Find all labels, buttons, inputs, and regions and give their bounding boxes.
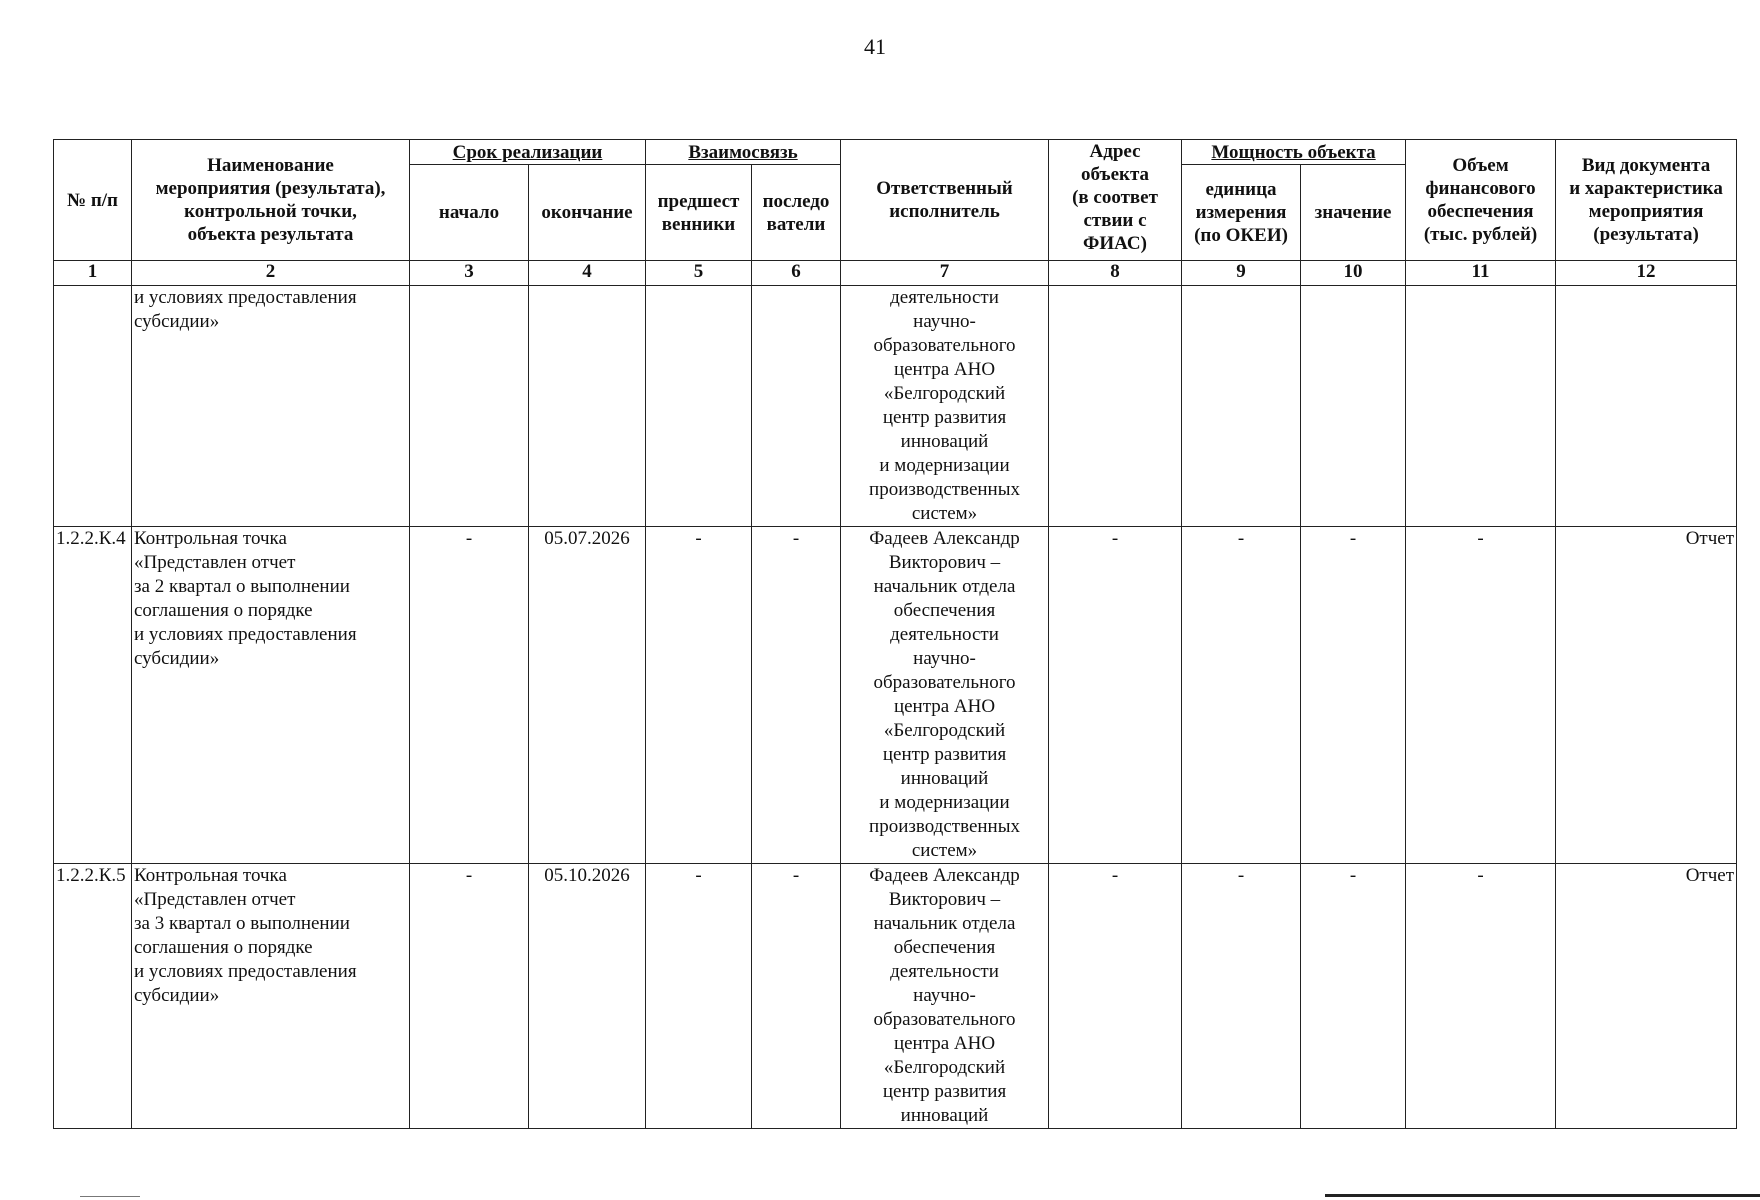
row-predecessors: - — [646, 864, 752, 1129]
row-responsible: Фадеев Александр Викторович – начальник отдела обеспечения деятельности научно- образовательного центра АНО «Белгородский центр развития инноваций — [841, 864, 1049, 1129]
page-number: 41 — [864, 34, 886, 59]
row-predecessors — [646, 286, 752, 527]
header-name: Наименование мероприятия (результата), контрольной точки, объекта результата — [132, 140, 410, 261]
row-end — [529, 286, 646, 527]
column-number: 4 — [529, 261, 646, 286]
row-value — [1301, 286, 1406, 527]
row-address: - — [1049, 864, 1182, 1129]
header-group-term: Срок реализации — [410, 140, 646, 165]
row-name: Контрольная точка «Представлен отчет за 3 квартал о выполнении соглашения о порядке и условиях предоставления субсидии» — [132, 864, 410, 1129]
row-unit: - — [1182, 527, 1301, 864]
header-start: начало — [410, 165, 529, 261]
header-successors: последо ватели — [752, 165, 841, 261]
row-start: - — [410, 527, 529, 864]
column-number: 2 — [132, 261, 410, 286]
row-document: Отчет — [1556, 527, 1737, 864]
row-finance: - — [1406, 527, 1556, 864]
row-name: и условиях предоставления субсидии» — [132, 286, 410, 527]
row-value: - — [1301, 527, 1406, 864]
header-end: окончание — [529, 165, 646, 261]
row-address — [1049, 286, 1182, 527]
row-end: 05.07.2026 — [529, 527, 646, 864]
row-start — [410, 286, 529, 527]
row-document — [1556, 286, 1737, 527]
row-value: - — [1301, 864, 1406, 1129]
header-group-power: Мощность объекта — [1182, 140, 1406, 165]
column-number: 8 — [1049, 261, 1182, 286]
row-number: 1.2.2.К.5 — [54, 864, 132, 1129]
bottom-rule-left — [80, 1196, 140, 1197]
row-responsible: Фадеев Александр Викторович – начальник отдела обеспечения деятельности научно- образовательного центра АНО «Белгородский центр развития инноваций и модернизации производственных систем» — [841, 527, 1049, 864]
table-body — [54, 286, 1737, 1129]
row-number: 1.2.2.К.4 — [54, 527, 132, 864]
header-number: № п/п — [54, 140, 132, 261]
row-successors: - — [752, 864, 841, 1129]
table-header — [54, 140, 1737, 286]
header-unit: единица измерения (по ОКЕИ) — [1182, 165, 1301, 261]
row-document: Отчет — [1556, 864, 1737, 1129]
row-address: - — [1049, 527, 1182, 864]
column-number: 7 — [841, 261, 1049, 286]
header-group-link: Взаимосвязь — [646, 140, 841, 165]
column-number: 10 — [1301, 261, 1406, 286]
column-number: 1 — [54, 261, 132, 286]
header-finance: Объем финансового обеспечения (тыс. рублей) — [1406, 140, 1556, 261]
row-number — [54, 286, 132, 527]
table-row — [54, 286, 1737, 527]
header-value: значение — [1301, 165, 1406, 261]
row-finance: - — [1406, 864, 1556, 1129]
header-address: Адрес объекта (в соответ ствии с ФИАС) — [1049, 140, 1182, 261]
table-row — [54, 864, 1737, 1129]
column-number: 9 — [1182, 261, 1301, 286]
implementation-plan-table — [53, 139, 1737, 1129]
row-name: Контрольная точка «Представлен отчет за 2 квартал о выполнении соглашения о порядке и условиях предоставления субсидии» — [132, 527, 410, 864]
row-end: 05.10.2026 — [529, 864, 646, 1129]
row-successors: - — [752, 527, 841, 864]
bottom-rule — [1325, 1194, 1760, 1197]
column-number: 12 — [1556, 261, 1737, 286]
row-successors — [752, 286, 841, 527]
row-unit — [1182, 286, 1301, 527]
column-number: 3 — [410, 261, 529, 286]
column-number: 5 — [646, 261, 752, 286]
row-unit: - — [1182, 864, 1301, 1129]
row-predecessors: - — [646, 527, 752, 864]
header-responsible: Ответственный исполнитель — [841, 140, 1049, 261]
column-number: 6 — [752, 261, 841, 286]
table-row — [54, 527, 1737, 864]
row-start: - — [410, 864, 529, 1129]
header-document: Вид документа и характеристика мероприятия (результата) — [1556, 140, 1737, 261]
row-responsible: деятельности научно- образовательного центра АНО «Белгородский центр развития инноваций и модернизации производственных систем» — [841, 286, 1049, 527]
column-numbers-row — [54, 261, 1737, 286]
row-finance — [1406, 286, 1556, 527]
header-predecessors: предшест венники — [646, 165, 752, 261]
column-number: 11 — [1406, 261, 1556, 286]
